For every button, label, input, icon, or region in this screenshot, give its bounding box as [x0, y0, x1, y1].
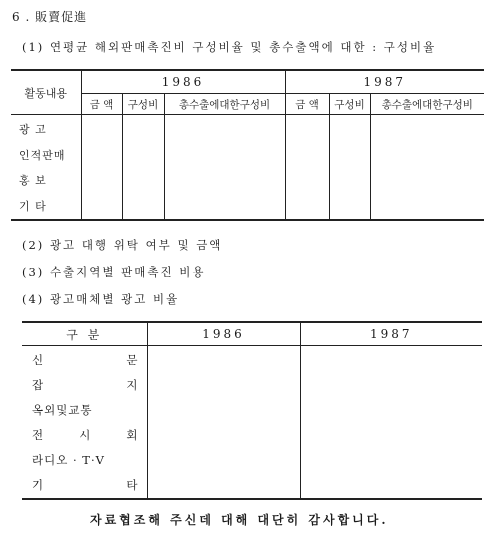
col-ratio-1986: 구성비: [122, 94, 164, 115]
row-label-publicity: 홍 보: [19, 174, 47, 187]
cell-ratio-1987: [329, 115, 370, 221]
category-header: 구 분: [22, 322, 147, 346]
activity-header: 활동내용: [11, 70, 81, 115]
cell-media-1987: [300, 346, 482, 500]
media-ratio-table: [22, 321, 482, 500]
row-label-other: 기 타: [32, 478, 139, 492]
cell-ratio-1986: [122, 115, 164, 221]
cell-amount-1987: [285, 115, 329, 221]
col-export-ratio-1986: 총수출에대한구성비: [164, 94, 285, 115]
col-export-ratio-1987: 총수출에대한구성비: [370, 94, 484, 115]
question-4: (4) 광고매체별 광고 비율: [22, 292, 180, 306]
row-label-outdoor-transit: 옥외및교통: [32, 403, 93, 417]
media-labels: [22, 346, 147, 500]
col-amount-1987: 금 액: [285, 94, 329, 115]
promotion-cost-table: [11, 69, 484, 221]
row-label-exhibition: 전 시 회: [32, 428, 139, 442]
year-1987-header: 1987: [285, 70, 484, 94]
year-1986-header: 1986: [147, 322, 300, 346]
year-1987-header: 1987: [300, 322, 482, 346]
question-2: (2) 광고 대행 위탁 여부 및 금액: [22, 238, 223, 252]
cell-export-ratio-1987: [370, 115, 484, 221]
row-label-personal-selling: 인적판매: [19, 148, 66, 162]
closing-message: 자료협조해 주신데 대해 대단히 감사합니다.: [90, 513, 389, 527]
row-label-other: 기 타: [19, 199, 47, 213]
row-label-magazine: 잡 지: [32, 378, 139, 392]
row-label-advertising: 광 고: [19, 123, 47, 136]
cell-amount-1986: [81, 115, 122, 221]
question-3: (3) 수출지역별 판매촉진 비용: [22, 265, 206, 279]
col-ratio-1987: 구성비: [329, 94, 370, 115]
row-label-newspaper: 신 문: [32, 353, 139, 367]
cell-export-ratio-1986: [164, 115, 285, 221]
question-1: (1) 연평균 해외판매촉진비 구성비율 및 총수출액에 대한 : 구성비율: [22, 40, 437, 54]
section-title: 6 . 販賣促進: [12, 10, 88, 24]
row-label-radio-tv: 라디오 · T·V: [32, 453, 105, 467]
col-amount-1986: 금 액: [81, 94, 122, 115]
activity-labels: [11, 115, 81, 221]
cell-media-1986: [147, 346, 300, 500]
year-1986-header: 1986: [81, 70, 285, 94]
